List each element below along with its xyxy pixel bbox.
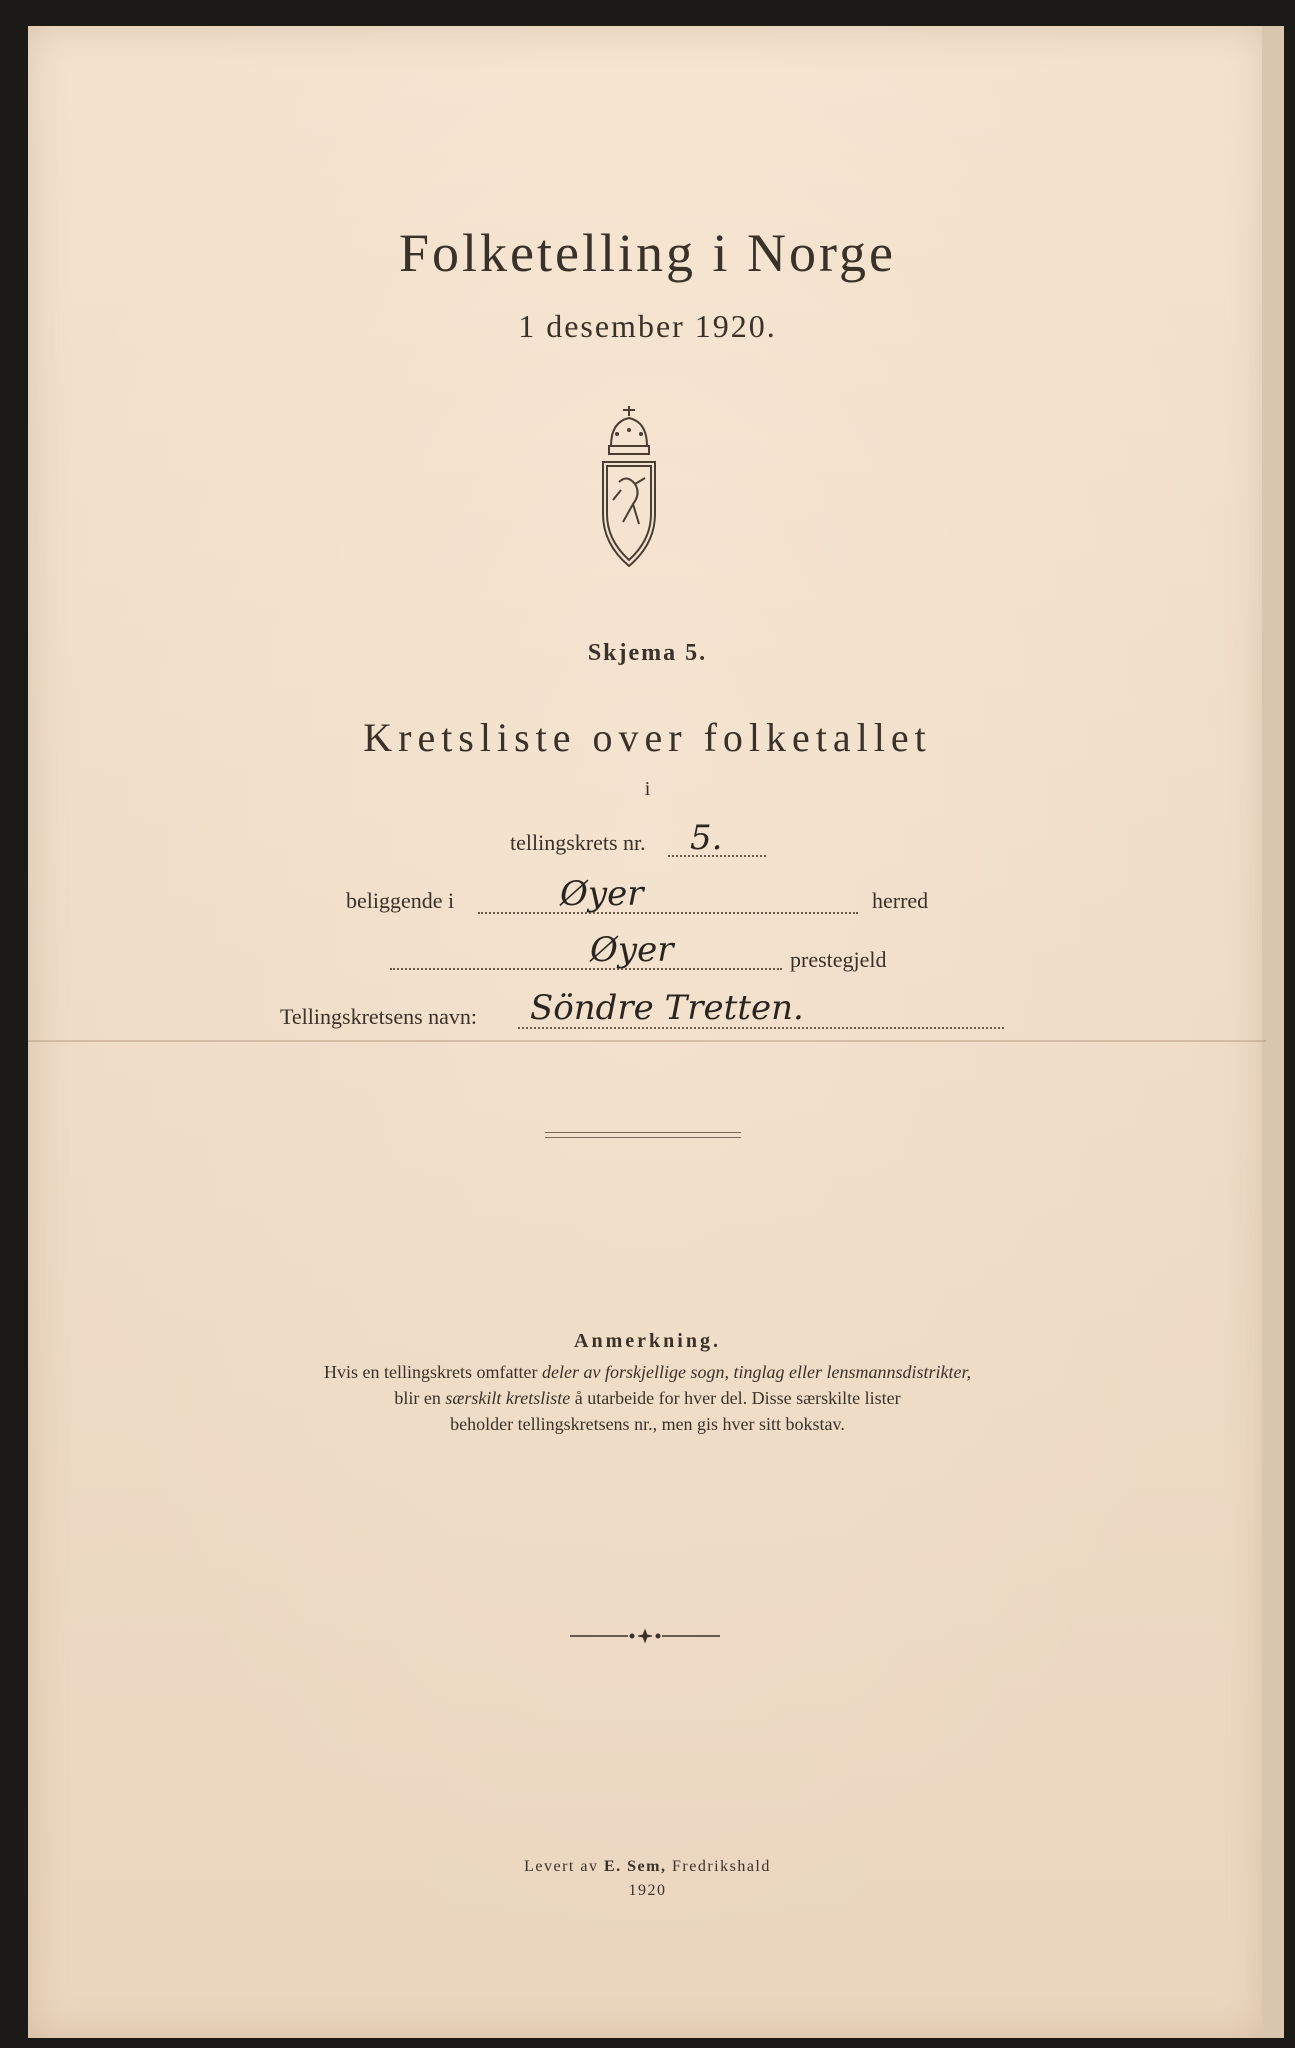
note-line-1-text: Hvis en tellingskrets omfatter [324, 1362, 542, 1382]
note-line-2-emphasis: særskilt kretsliste [445, 1388, 571, 1408]
ornament-divider-icon [570, 1628, 720, 1644]
printer-name: E. Sem, [603, 1858, 667, 1875]
herred-value[interactable]: Øyer [560, 874, 644, 914]
form-heading: Kretsliste over folketallet [363, 715, 932, 760]
document-date: 1 desember 1920. [518, 308, 777, 344]
tellingskrets-value[interactable]: 5. [690, 818, 723, 858]
printer-year: 1920 [628, 1882, 667, 1899]
note-heading: Anmerkning. [574, 1330, 721, 1352]
document-title: Folketelling i Norge [399, 223, 896, 283]
navn-value[interactable]: Söndre Tretten. [530, 988, 804, 1028]
note-line-2-text-b: å utarbeide for hver del. Disse særskilte lister [570, 1388, 901, 1408]
herred-line [478, 912, 858, 914]
printer-text-b: Fredrikshald [666, 1858, 771, 1875]
printer-text-a: Levert av [524, 1858, 604, 1875]
herred-label: herred [872, 888, 929, 913]
prestegjeld-line [390, 968, 782, 970]
beliggende-label: beliggende i [346, 888, 455, 913]
note-line-3: beholder tellingskretsens nr., men gis hver sitt bokstav. [450, 1414, 845, 1434]
note-line-2-text-a: blir en [394, 1388, 446, 1408]
fold-line [28, 1040, 1266, 1042]
divider-rule [545, 1132, 741, 1138]
note-line-1-emphasis: deler av forskjellige sogn, tinglag eller lensmannsdistrikter, [542, 1362, 971, 1382]
prestegjeld-value[interactable]: Øyer [590, 930, 674, 970]
connector-word: i [644, 778, 651, 800]
note-line-1 [0, 1362, 1295, 1383]
norwegian-coat-of-arms-icon [589, 404, 669, 572]
printer-line [0, 1858, 1295, 1876]
schema-number: Skjema 5. [587, 640, 708, 666]
prestegjeld-label: prestegjeld [790, 947, 887, 972]
note-line-2 [0, 1388, 1295, 1409]
navn-label: Tellingskretsens navn: [280, 1004, 478, 1029]
tellingskrets-label: tellingskrets nr. [510, 830, 646, 855]
